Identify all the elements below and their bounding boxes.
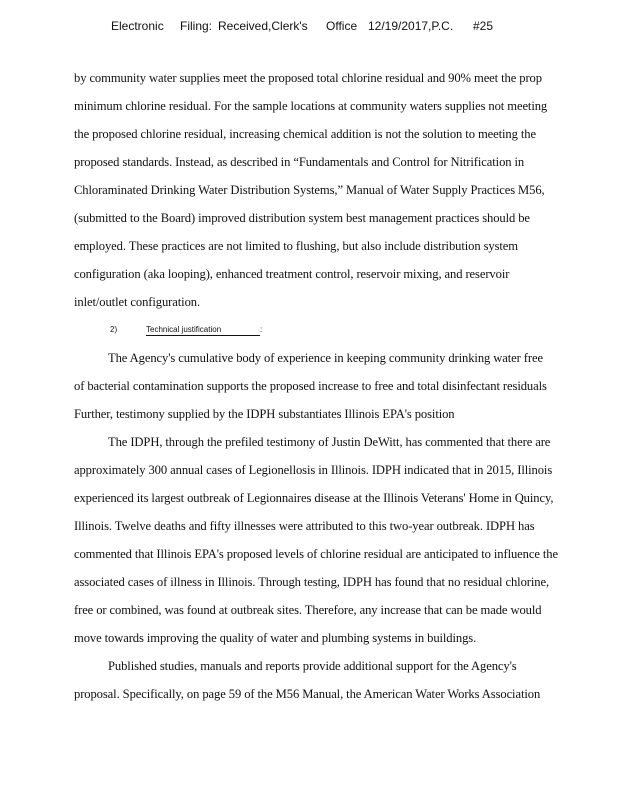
p3-line-8: move towards improving the quality of water and plumbing systems in buildings. bbox=[74, 631, 477, 645]
p1-line-7: employed. These practices are not limited to flushing, but also include distribution system bbox=[74, 239, 518, 253]
p3-line-1: The IDPH, through the prefiled testimony of Justin DeWitt, has commented that there are bbox=[108, 435, 551, 449]
subheading-label: Technical justification bbox=[146, 325, 222, 334]
p1-line-5: Chloraminated Drinking Water Distribution Systems,” Manual of Water Supply Practices M56, bbox=[74, 183, 545, 197]
header-received: Received,Clerk's bbox=[218, 19, 308, 33]
p1-line-4: proposed standards. Instead, as described in “Fundamentals and Control for Nitrification in bbox=[74, 155, 525, 169]
p3-line-7: free or combined, was found at outbreak sites. Therefore, any increase that can be made would bbox=[74, 603, 542, 617]
p3-line-5: commented that Illinois EPA's proposed levels of chlorine residual are anticipated to influence the bbox=[74, 547, 558, 561]
p1-line-8: configuration (aka looping), enhanced treatment control, reservoir mixing, and reservoir bbox=[74, 267, 510, 281]
header-filing: Filing: bbox=[180, 19, 213, 33]
header-date: 12/19/2017,P.C. bbox=[368, 19, 454, 33]
p3-line-3: experienced its largest outbreak of Legionnaires disease at the Illinois Veterans' Home in Quincy, bbox=[74, 491, 554, 505]
p4-line-2: proposal. Specifically, on page 59 of the M56 Manual, the American Water Works Association bbox=[74, 687, 541, 701]
p1-line-9: inlet/outlet configuration. bbox=[74, 295, 201, 309]
p1-line-3: the proposed chlorine residual, increasing chemical addition is not the solution to meeting the bbox=[74, 127, 536, 141]
p2-line-1: The Agency's cumulative body of experience in keeping community drinking water free bbox=[108, 351, 543, 365]
p1-line-1: by community water supplies meet the proposed total chlorine residual and 90% meet the prop bbox=[74, 71, 542, 85]
p1-line-6: (submitted to the Board) improved distribution system best management practices should be bbox=[74, 211, 530, 225]
header-office: Office bbox=[326, 19, 358, 33]
p3-line-4: Illinois. Twelve deaths and fifty illnesses were attributed to this two-year outbreak. IDPH has bbox=[74, 519, 535, 533]
header-electronic: Electronic bbox=[111, 19, 164, 33]
subheading-colon: : bbox=[260, 325, 263, 334]
header-number: #25 bbox=[473, 19, 494, 33]
p3-line-2: approximately 300 annual cases of Legionellosis in Illinois. IDPH indicated that in 2015, Illinois bbox=[74, 463, 553, 477]
p1-line-2: minimum chlorine residual. For the sample locations at community waters supplies not meeting bbox=[74, 99, 548, 113]
p2-line-3: Further, testimony supplied by the IDPH substantiates Illinois EPA's position bbox=[74, 407, 455, 421]
p2-line-2: of bacterial contamination supports the proposed increase to free and total disinfectant residuals bbox=[74, 379, 547, 393]
subheading-number: 2) bbox=[110, 325, 118, 334]
p4-line-1: Published studies, manuals and reports provide additional support for the Agency's bbox=[108, 659, 517, 673]
filing-header bbox=[0, 19, 618, 39]
subheading-underline bbox=[146, 334, 260, 336]
p3-line-6: associated cases of illness in Illinois. Through testing, IDPH has found that no residual chlorine, bbox=[74, 575, 549, 589]
